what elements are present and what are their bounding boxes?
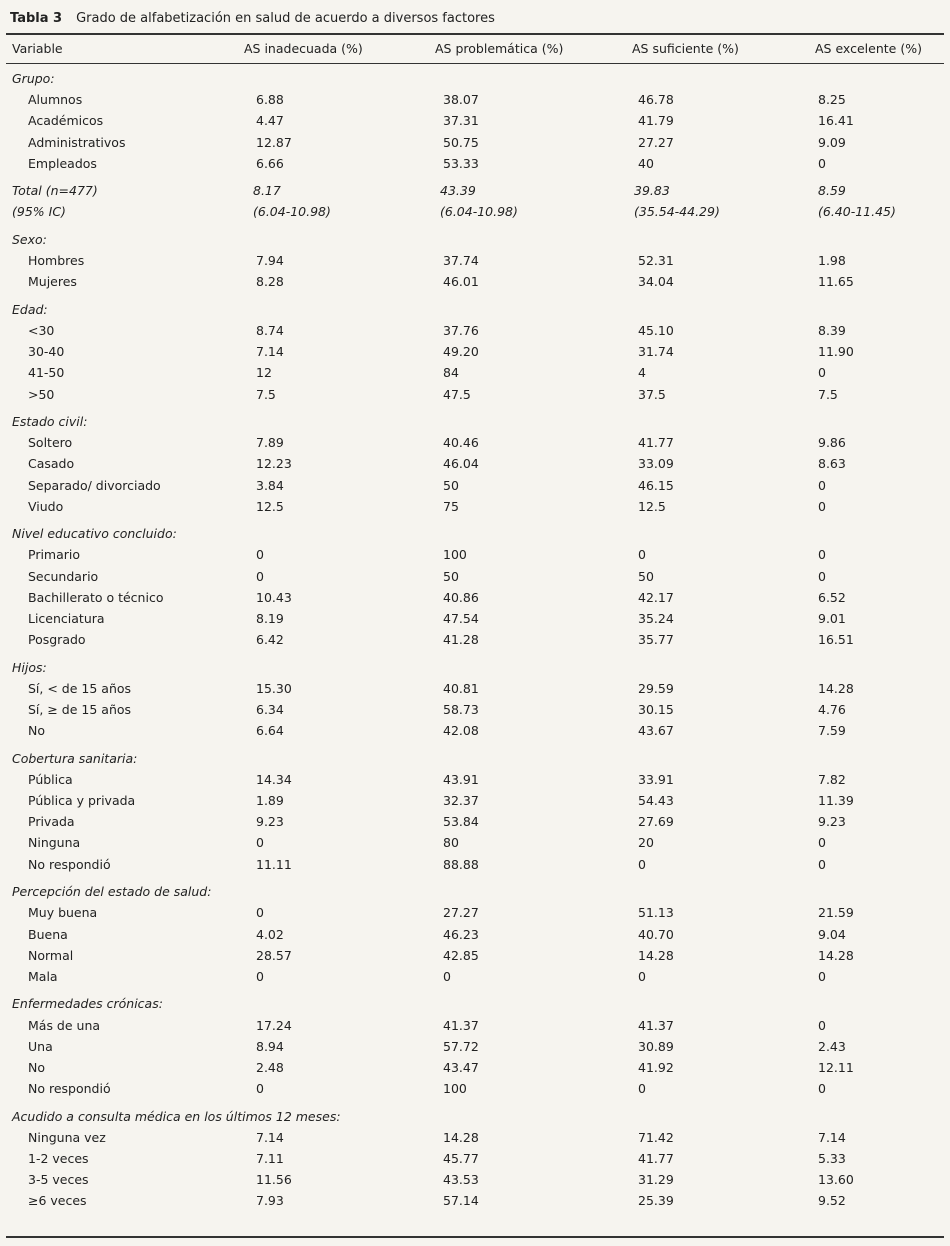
- table-row: [0, 1148, 950, 1169]
- table-cell: 29.59: [638, 680, 674, 696]
- row-label: Mala: [28, 968, 58, 984]
- table-row: [0, 453, 950, 474]
- group-heading: [0, 748, 950, 769]
- table-cell: 9.86: [818, 435, 846, 451]
- table-cell: 8.59: [818, 183, 846, 199]
- table-cell: 54.43: [638, 793, 674, 809]
- table-cell: 0: [818, 568, 826, 584]
- table-cell: 12.5: [638, 498, 666, 514]
- header-rule: [6, 63, 944, 64]
- row-group: [0, 881, 950, 987]
- row-label: Posgrado: [28, 632, 86, 648]
- group-heading-label: Acudido a consulta médica en los últimos 12 meses:: [12, 1108, 341, 1124]
- table-cell: 47.5: [443, 386, 471, 402]
- table-cell: 43.47: [443, 1059, 479, 1075]
- table-cell: 7.82: [818, 771, 846, 787]
- table-cell: 11.65: [818, 274, 854, 290]
- group-heading: [0, 657, 950, 678]
- table-row: [0, 924, 950, 945]
- table-row: [0, 384, 950, 405]
- row-label: No: [28, 1059, 45, 1075]
- table-cell: 49.20: [443, 344, 479, 360]
- row-label: Ninguna: [28, 835, 81, 851]
- row-label: 1-2 veces: [28, 1150, 89, 1166]
- table-cell: 27.27: [638, 134, 674, 150]
- table-cell: 11.39: [818, 793, 854, 809]
- group-heading-label: Enfermedades crónicas:: [12, 996, 163, 1012]
- row-label: Viudo: [28, 498, 64, 514]
- table-cell: 9.52: [818, 1193, 846, 1209]
- table-cell: 7.14: [818, 1129, 846, 1145]
- table-cell: 45.10: [638, 322, 674, 338]
- table-row: [0, 790, 950, 811]
- table-cell: 7.93: [256, 1193, 284, 1209]
- table-row: [0, 110, 950, 131]
- table-cell: 0: [818, 835, 826, 851]
- table-cell: 42.08: [443, 723, 479, 739]
- table-cell: 30.89: [638, 1038, 674, 1054]
- table-cell: 8.63: [818, 456, 846, 472]
- table-cell: 2.48: [256, 1059, 284, 1075]
- table-row: [0, 945, 950, 966]
- row-group: [0, 68, 950, 174]
- table-cell: 0: [818, 856, 826, 872]
- total-row: [0, 180, 950, 201]
- table-cell: 0: [256, 547, 264, 563]
- table-cell: 8.28: [256, 274, 284, 290]
- table-cell: 2.43: [818, 1038, 846, 1054]
- table-cell: 8.25: [818, 92, 846, 108]
- table-row: [0, 720, 950, 741]
- table-cell: 0: [818, 365, 826, 381]
- table-cell: 50: [638, 568, 654, 584]
- table-row: [0, 902, 950, 923]
- table-row: [0, 271, 950, 292]
- table-cell: 52.31: [638, 253, 674, 269]
- table-cell: 40.70: [638, 926, 674, 942]
- row-label: No respondió: [28, 856, 111, 872]
- table-cell: 43.53: [443, 1172, 479, 1188]
- table-cell: 41.79: [638, 113, 674, 129]
- table-cell: 46.23: [443, 926, 479, 942]
- table-cell: 3.84: [256, 477, 284, 493]
- table-cell: 58.73: [443, 702, 479, 718]
- group-heading-label: Sexo:: [12, 231, 47, 247]
- table-cell: 53.84: [443, 814, 479, 830]
- table-row: [0, 362, 950, 383]
- table-cell: 9.04: [818, 926, 846, 942]
- table-row: [0, 1057, 950, 1078]
- table-cell: 46.78: [638, 92, 674, 108]
- table-cell: 17.24: [256, 1017, 292, 1033]
- group-heading-label: Estado civil:: [12, 414, 88, 429]
- table-cell: 13.60: [818, 1172, 854, 1188]
- row-label: Empleados: [28, 155, 97, 171]
- table-body: [0, 68, 950, 1218]
- row-label: <30: [28, 322, 55, 338]
- total-row: [0, 201, 950, 222]
- table-row: [0, 475, 950, 496]
- row-label: Sí, ≥ de 15 años: [28, 702, 132, 718]
- table-row: [0, 587, 950, 608]
- table-cell: 9.23: [818, 814, 846, 830]
- table-cell: 34.04: [638, 274, 674, 290]
- top-rule: [6, 33, 944, 35]
- table-cell: 27.27: [443, 905, 479, 921]
- table-cell: 41.37: [443, 1017, 479, 1033]
- row-label: Más de una: [28, 1017, 101, 1033]
- group-heading-label: Nivel educativo concluido:: [12, 526, 177, 542]
- group-heading-label: Hijos:: [12, 659, 47, 675]
- table-cell: 41.28: [443, 632, 479, 648]
- table-cell: 0: [638, 968, 646, 984]
- table-title: Grado de alfabetización en salud de acuerdo a diversos factores: [76, 11, 495, 26]
- table-cell: 33.09: [638, 456, 674, 472]
- row-label: Normal: [28, 947, 74, 963]
- table-cell: 6.42: [256, 632, 284, 648]
- table-cell: 71.42: [638, 1129, 674, 1145]
- row-label: Soltero: [28, 435, 73, 451]
- table-cell: 8.94: [256, 1038, 284, 1054]
- table-cell: 10.43: [256, 589, 292, 605]
- group-heading-label: Cobertura sanitaria:: [12, 750, 138, 766]
- table-cell: 7.5: [256, 386, 276, 402]
- row-group: [0, 180, 950, 222]
- table-cell: 80: [443, 835, 459, 851]
- column-header: AS inadecuada (%): [244, 41, 363, 56]
- row-label: Buena: [28, 926, 68, 942]
- table-cell: 8.17: [253, 183, 281, 199]
- table-cell: 25.39: [638, 1193, 674, 1209]
- row-label: (95% IC): [12, 204, 66, 220]
- table-cell: 11.90: [818, 344, 854, 360]
- table-cell: 42.17: [638, 589, 674, 605]
- table-cell: 0: [256, 905, 264, 921]
- group-heading-label: Grupo:: [12, 71, 55, 86]
- table-cell: 16.41: [818, 113, 854, 129]
- table-row: [0, 629, 950, 650]
- table-cell: 14.28: [818, 680, 854, 696]
- table-row: [0, 89, 950, 110]
- table-cell: 43.67: [638, 723, 674, 739]
- column-header: AS problemática (%): [435, 41, 564, 56]
- table-row: [0, 341, 950, 362]
- table-cell: 8.19: [256, 610, 284, 626]
- table-cell: 0: [443, 968, 451, 984]
- row-label: Mujeres: [28, 274, 77, 290]
- table-cell: 6.64: [256, 723, 284, 739]
- table-cell: 12.23: [256, 456, 292, 472]
- table-cell: 0: [638, 856, 646, 872]
- table-cell: 11.56: [256, 1172, 292, 1188]
- table-row: [0, 699, 950, 720]
- row-label: No: [28, 723, 45, 739]
- row-label: 41-50: [28, 365, 65, 381]
- table-cell: 28.57: [256, 947, 292, 963]
- table-row: [0, 608, 950, 629]
- table-cell: 6.52: [818, 589, 846, 605]
- table-row: [0, 832, 950, 853]
- group-heading: [0, 68, 950, 89]
- table-row: [0, 854, 950, 875]
- table-row: [0, 1169, 950, 1190]
- table-cell: 39.83: [634, 183, 670, 199]
- group-heading-label: Percepción del estado de salud:: [12, 884, 212, 900]
- table-cell: 38.07: [443, 92, 479, 108]
- table-cell: 46.15: [638, 477, 674, 493]
- row-group: [0, 229, 950, 293]
- table-cell: 8.39: [818, 322, 846, 338]
- table-cell: 75: [443, 498, 459, 514]
- table-cell: 40.46: [443, 435, 479, 451]
- row-label: 30-40: [28, 344, 65, 360]
- table-cell: 100: [443, 1081, 467, 1097]
- table-cell: 37.76: [443, 322, 479, 338]
- table-row: [0, 1190, 950, 1211]
- table-cell: (6.04-10.98): [253, 204, 331, 220]
- table-cell: 4.76: [818, 702, 846, 718]
- table-cell: 37.5: [638, 386, 666, 402]
- table-cell: 9.09: [818, 134, 846, 150]
- table-cell: 14.28: [638, 947, 674, 963]
- table-cell: 6.34: [256, 702, 284, 718]
- table-cell: 41.77: [638, 435, 674, 451]
- table-row: [0, 153, 950, 174]
- group-heading: [0, 411, 950, 432]
- table-cell: 0: [818, 1081, 826, 1097]
- table-row: [0, 496, 950, 517]
- table-cell: 40.81: [443, 680, 479, 696]
- group-heading: [0, 299, 950, 320]
- row-label: Alumnos: [28, 92, 83, 108]
- row-group: [0, 993, 950, 1099]
- table-cell: 1.98: [818, 253, 846, 269]
- table-cell: 43.91: [443, 771, 479, 787]
- table-cell: 7.89: [256, 435, 284, 451]
- table-cell: 1.89: [256, 793, 284, 809]
- table-cell: 88.88: [443, 856, 479, 872]
- table-cell: 27.69: [638, 814, 674, 830]
- table-row: [0, 1078, 950, 1099]
- row-label: Bachillerato o técnico: [28, 589, 164, 605]
- table-row: [0, 1036, 950, 1057]
- table-cell: 12.5: [256, 498, 284, 514]
- table-cell: 45.77: [443, 1150, 479, 1166]
- table-cell: 40: [638, 155, 654, 171]
- table-caption: [10, 8, 495, 30]
- table-cell: 57.14: [443, 1193, 479, 1209]
- table-cell: 0: [256, 835, 264, 851]
- row-label: Muy buena: [28, 905, 98, 921]
- table-cell: 14.28: [818, 947, 854, 963]
- table-cell: 6.66: [256, 155, 284, 171]
- table-cell: 15.30: [256, 680, 292, 696]
- table-cell: 37.31: [443, 113, 479, 129]
- table-row: [0, 132, 950, 153]
- table-header: [0, 36, 950, 62]
- table-cell: 41.37: [638, 1017, 674, 1033]
- row-label: Sí, < de 15 años: [28, 680, 132, 696]
- row-label: Una: [28, 1038, 53, 1054]
- row-group: [0, 299, 950, 405]
- table-cell: 30.15: [638, 702, 674, 718]
- table-cell: 50.75: [443, 134, 479, 150]
- row-label: Privada: [28, 814, 75, 830]
- table-cell: 12: [256, 365, 272, 381]
- row-label: Pública: [28, 771, 73, 787]
- table-cell: 41.92: [638, 1059, 674, 1075]
- table-cell: 4.02: [256, 926, 284, 942]
- table-cell: 7.11: [256, 1150, 284, 1166]
- table-cell: 4: [638, 365, 646, 381]
- table-cell: 0: [818, 477, 826, 493]
- table-cell: (35.54-44.29): [634, 204, 720, 220]
- table-cell: 43.39: [440, 183, 476, 199]
- bottom-rule: [6, 1236, 944, 1238]
- table-cell: 46.01: [443, 274, 479, 290]
- row-label: Total (n=477): [12, 183, 98, 199]
- table-cell: 46.04: [443, 456, 479, 472]
- table-cell: 40.86: [443, 589, 479, 605]
- table-row: [0, 250, 950, 271]
- table-cell: 100: [443, 547, 467, 563]
- table-row: [0, 1127, 950, 1148]
- table-cell: 6.88: [256, 92, 284, 108]
- row-label: Casado: [28, 456, 75, 472]
- table-cell: 0: [256, 1081, 264, 1097]
- table-cell: 11.11: [256, 856, 292, 872]
- table-cell: 37.74: [443, 253, 479, 269]
- row-label: Ninguna vez: [28, 1129, 106, 1145]
- table-cell: 5.33: [818, 1150, 846, 1166]
- table-row: [0, 678, 950, 699]
- group-heading: [0, 993, 950, 1014]
- table-cell: 0: [638, 547, 646, 563]
- table-cell: 12.87: [256, 134, 292, 150]
- table-cell: 33.91: [638, 771, 674, 787]
- table-cell: 50: [443, 568, 459, 584]
- table-cell: 7.14: [256, 1129, 284, 1145]
- group-heading: [0, 229, 950, 250]
- row-label: No respondió: [28, 1081, 111, 1097]
- table-cell: 16.51: [818, 632, 854, 648]
- table-cell: 7.59: [818, 723, 846, 739]
- table-cell: 20: [638, 835, 654, 851]
- table-row: [0, 544, 950, 565]
- group-heading: [0, 881, 950, 902]
- table-cell: 57.72: [443, 1038, 479, 1054]
- table-label: Tabla 3: [10, 11, 63, 26]
- table-cell: 0: [818, 498, 826, 514]
- table-cell: 31.74: [638, 344, 674, 360]
- table-cell: 51.13: [638, 905, 674, 921]
- column-header: AS excelente (%): [815, 41, 922, 56]
- row-label: >50: [28, 386, 55, 402]
- table-cell: 8.74: [256, 322, 284, 338]
- table-cell: 53.33: [443, 155, 479, 171]
- table-cell: 35.24: [638, 610, 674, 626]
- table-cell: 14.28: [443, 1129, 479, 1145]
- row-group: [0, 1106, 950, 1212]
- table-cell: 9.23: [256, 814, 284, 830]
- column-header: AS suficiente (%): [632, 41, 739, 56]
- table-cell: 47.54: [443, 610, 479, 626]
- group-heading: [0, 1106, 950, 1127]
- row-group: [0, 657, 950, 742]
- table-cell: 32.37: [443, 793, 479, 809]
- table-cell: (6.04-10.98): [440, 204, 518, 220]
- group-heading: [0, 523, 950, 544]
- row-label: Pública y privada: [28, 793, 136, 809]
- row-group: [0, 523, 950, 650]
- table-cell: 14.34: [256, 771, 292, 787]
- column-header: Variable: [12, 41, 63, 56]
- table-cell: 7.5: [818, 386, 838, 402]
- table-row: [0, 432, 950, 453]
- row-label: ≥6 veces: [28, 1193, 87, 1209]
- row-label: Académicos: [28, 113, 104, 129]
- table-cell: 0: [818, 155, 826, 171]
- table-cell: 0: [256, 568, 264, 584]
- row-label: Separado/ divorciado: [28, 477, 161, 493]
- table-cell: 0: [638, 1081, 646, 1097]
- row-group: [0, 748, 950, 875]
- table-cell: 35.77: [638, 632, 674, 648]
- table-cell: 50: [443, 477, 459, 493]
- table-row: [0, 769, 950, 790]
- group-heading-label: Edad:: [12, 301, 48, 317]
- table-row: [0, 566, 950, 587]
- table-cell: 4.47: [256, 113, 284, 129]
- table-cell: 0: [256, 968, 264, 984]
- row-label: Licenciatura: [28, 610, 105, 626]
- table-cell: 21.59: [818, 905, 854, 921]
- table-row: [0, 966, 950, 987]
- row-label: Administrativos: [28, 134, 126, 150]
- table-cell: 41.77: [638, 1150, 674, 1166]
- row-label: Hombres: [28, 253, 85, 269]
- table-row: [0, 320, 950, 341]
- table-cell: 84: [443, 365, 459, 381]
- table-cell: 31.29: [638, 1172, 674, 1188]
- table-cell: (6.40-11.45): [818, 204, 896, 220]
- table-cell: 0: [818, 968, 826, 984]
- table-cell: 7.14: [256, 344, 284, 360]
- row-label: Secundario: [28, 568, 99, 584]
- table-row: [0, 1015, 950, 1036]
- row-group: [0, 411, 950, 517]
- row-label: Primario: [28, 547, 81, 563]
- table-cell: 0: [818, 547, 826, 563]
- table-row: [0, 811, 950, 832]
- table-cell: 9.01: [818, 610, 846, 626]
- table-cell: 0: [818, 1017, 826, 1033]
- row-label: 3-5 veces: [28, 1172, 89, 1188]
- table-cell: 7.94: [256, 253, 284, 269]
- table-cell: 12.11: [818, 1059, 854, 1075]
- table-cell: 42.85: [443, 947, 479, 963]
